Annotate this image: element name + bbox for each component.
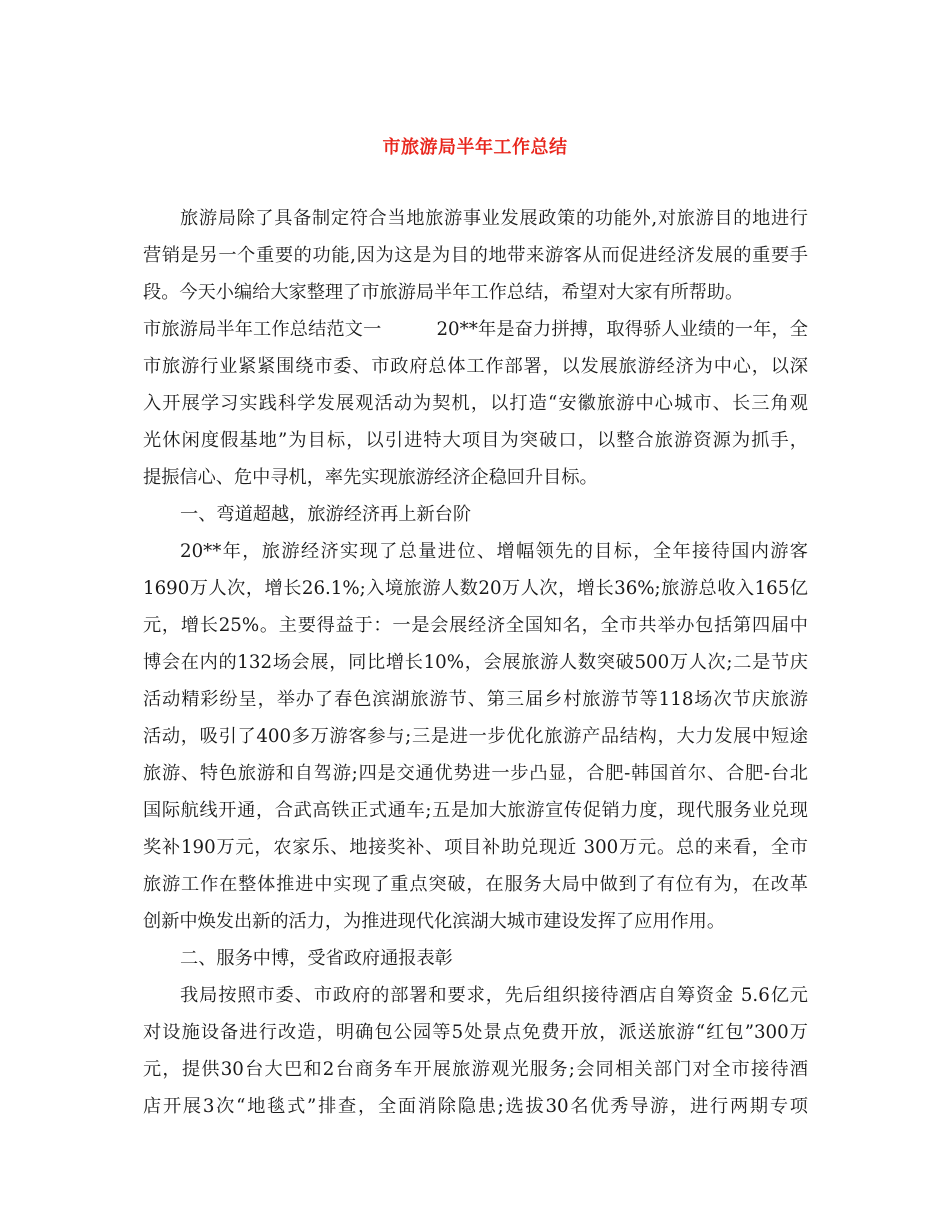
paragraph-line: 提振信心、危中寻机，率先实现旅游经济企稳回升目标。	[143, 467, 598, 488]
paragraph-line: 旅游工作在整体推进中实现了重点突破，在服务大局中做到了有位有为，在改革	[143, 874, 808, 895]
paragraph-line: 活动，吸引了400多万游客参与;三是进一步优化旅游产品结构，大力发展中短途	[143, 726, 808, 747]
paragraph-line: 段。今天小编给大家整理了市旅游局半年工作总结，希望对大家有所帮助。	[143, 282, 744, 303]
section-heading: 一、弯道超越，旅游经济再上新台阶	[180, 504, 472, 525]
paragraph-line: 光休闲度假基地”为目标，以引进特大项目为突破口，以整合旅游资源为抓手，	[143, 430, 808, 451]
paragraph-line: 店开展3次“地毯式”排查，全面消除隐患;选拔30名优秀导游，进行两期专项	[143, 1096, 808, 1117]
paragraph-line: 奖补190万元，农家乐、地接奖补、项目补助兑现近 300万元。总的来看，全市	[143, 837, 808, 858]
paragraph-line: 活动精彩纷呈，举办了春色滨湖旅游节、第三届乡村旅游节等118场次节庆旅游	[143, 689, 808, 710]
paragraph-line: 市旅游行业紧紧围绕市委、市政府总体工作部署，以发展旅游经济为中心，以深	[143, 356, 808, 377]
paragraph-line: 创新中焕发出新的活力，为推进现代化滨湖大城市建设发挥了应用作用。	[143, 911, 726, 932]
paragraph-line: 1690万人次，增长26.1%;入境旅游人数20万人次，增长36%;旅游总收入165亿	[143, 578, 808, 599]
section-heading: 二、服务中博，受省政府通报表彰	[180, 948, 453, 969]
paragraph-line: 博会在内的132场会展，同比增长10%，会展旅游人数突破500万人次;二是节庆	[143, 652, 808, 673]
paragraph-line: 入开展学习实践科学发展观活动为契机，以打造“安徽旅游中心城市、长三角观	[143, 393, 808, 414]
document-title: 市旅游局半年工作总结	[382, 137, 568, 158]
paragraph-line: 对设施设备进行改造，明确包公园等5处景点免费开放，派送旅游“红包”300万	[143, 1022, 808, 1043]
paragraph-line: 营销是另一个重要的功能,因为这是为目的地带来游客从而促进经济发展的重要手	[143, 245, 808, 266]
paragraph-line: 元，增长25%。主要得益于：一是会展经济全国知名，全市共举办包括第四届中	[143, 615, 808, 636]
paragraph-line: 20**年，旅游经济实现了总量进位、增幅领先的目标，全年接待国内游客	[180, 541, 808, 562]
paragraph-line: 市旅游局半年工作总结范文一 20**年是奋力拼搏，取得骄人业绩的一年，全	[143, 319, 808, 340]
paragraph-line: 我局按照市委、市政府的部署和要求，先后组织接待酒店自筹资金 5.6亿元	[180, 985, 808, 1006]
paragraph-line: 旅游局除了具备制定符合当地旅游事业发展政策的功能外,对旅游目的地进行	[180, 208, 808, 229]
paragraph-line: 国际航线开通，合武高铁正式通车;五是加大旅游宣传促销力度，现代服务业兑现	[143, 800, 808, 821]
paragraph-line: 旅游、特色旅游和自驾游;四是交通优势进一步凸显，合肥-韩国首尔、合肥-台北	[143, 763, 808, 784]
paragraph-line: 元，提供30台大巴和2台商务车开展旅游观光服务;会同相关部门对全市接待酒	[143, 1059, 808, 1080]
